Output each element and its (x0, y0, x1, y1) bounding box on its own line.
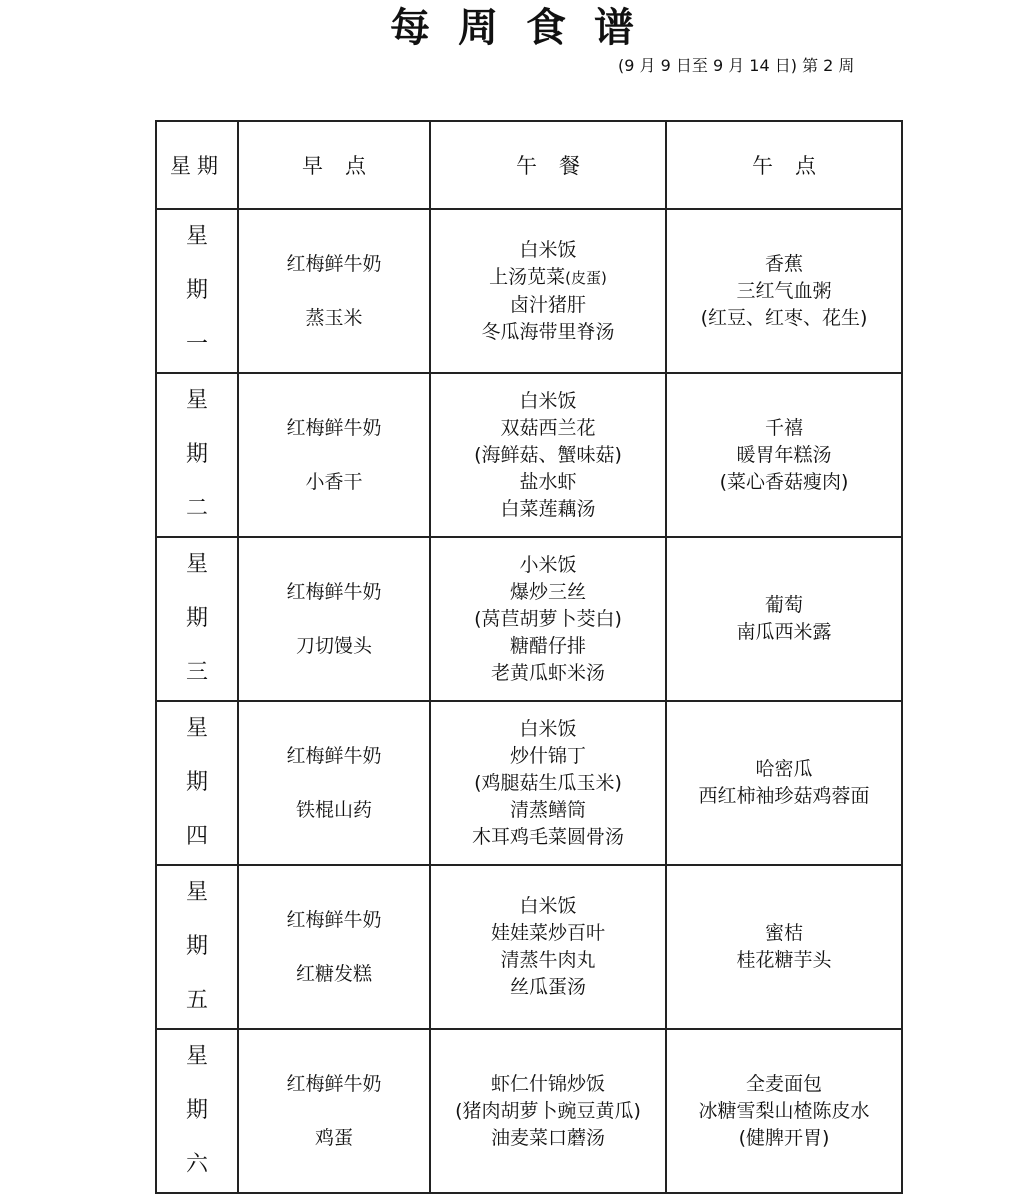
table-row (156, 865, 902, 1029)
breakfast-cell (238, 537, 430, 701)
lunch-item: 卤汁猪肝 (509, 293, 586, 316)
lunch-cell (430, 373, 666, 537)
breakfast-item: 红糖发糕 (295, 962, 372, 985)
snack-item: (红豆、红枣、花生) (700, 306, 868, 329)
breakfast-item: 小香干 (305, 470, 363, 493)
day-char: 星 (185, 224, 208, 249)
day-cell (156, 373, 238, 537)
day-char: 星 (185, 1044, 208, 1069)
table-row (156, 209, 902, 373)
lunch-item: 小米饭 (519, 553, 577, 576)
lunch-item-note: (皮蛋) (565, 268, 607, 287)
snack-item: 葡萄 (764, 594, 803, 616)
lunch-item: 虾仁什锦炒饭 (490, 1072, 605, 1095)
breakfast-item: 蒸玉米 (305, 306, 363, 329)
column-header-lunch: 午餐 (430, 121, 666, 209)
day-cell (156, 537, 238, 701)
day-char: 三 (185, 660, 208, 685)
lunch-item: 白米饭 (519, 717, 577, 740)
lunch-item: 上汤苋菜 (489, 265, 566, 288)
lunch-cell (430, 209, 666, 373)
table-row (156, 701, 902, 865)
snack-item: (健脾开胃) (738, 1126, 830, 1149)
lunch-item: 白米饭 (519, 389, 577, 412)
lunch-item: 盐水虾 (519, 470, 577, 493)
day-cell (156, 701, 238, 865)
snack-item: 全麦面包 (745, 1072, 822, 1095)
breakfast-item: 红梅鲜牛奶 (286, 744, 382, 767)
snack-item: (菜心香菇瘦肉) (719, 470, 849, 493)
lunch-item: (鸡腿菇生瓜玉米) (474, 771, 622, 794)
breakfast-cell (238, 373, 430, 537)
snack-cell (666, 537, 902, 701)
day-char: 四 (185, 824, 208, 849)
day-char: 期 (185, 770, 208, 795)
lunch-cell (430, 701, 666, 865)
day-cell (156, 209, 238, 373)
day-cell (156, 1029, 238, 1193)
day-char: 五 (185, 988, 208, 1013)
column-header-breakfast: 早点 (238, 121, 430, 209)
lunch-cell (430, 865, 666, 1029)
snack-item: 西红柿袖珍菇鸡蓉面 (698, 785, 870, 807)
snack-cell (666, 701, 902, 865)
lunch-cell (430, 1029, 666, 1193)
breakfast-item: 铁棍山药 (295, 798, 372, 821)
snack-cell (666, 1029, 902, 1193)
lunch-item: 娃娃菜炒百叶 (490, 922, 605, 944)
snack-item: 冰糖雪梨山楂陈皮水 (698, 1099, 870, 1122)
lunch-item: (海鲜菇、蟹味菇) (474, 443, 622, 466)
day-char: 星 (185, 716, 208, 741)
lunch-cell (430, 537, 666, 701)
lunch-item: 白菜莲藕汤 (500, 497, 596, 520)
lunch-item: 糖醋仔排 (509, 634, 586, 657)
breakfast-item: 红梅鲜牛奶 (286, 580, 382, 603)
lunch-item: 爆炒三丝 (509, 580, 586, 603)
snack-item: 暖胃年糕汤 (736, 443, 832, 466)
snack-cell (666, 373, 902, 537)
day-char: 星 (185, 388, 208, 413)
lunch-item-with-note (431, 264, 665, 292)
breakfast-item: 刀切馒头 (295, 634, 372, 657)
day-char: 二 (185, 496, 208, 521)
lunch-item: 冬瓜海带里脊汤 (481, 320, 615, 343)
breakfast-cell (238, 1029, 430, 1193)
lunch-item: 丝瓜蛋汤 (509, 976, 586, 998)
weekly-menu-table (155, 120, 903, 1194)
day-char: 期 (185, 1098, 208, 1123)
day-char: 期 (185, 934, 208, 959)
day-char: 一 (185, 332, 208, 357)
snack-item: 南瓜西米露 (736, 621, 832, 643)
lunch-item: 双菇西兰花 (500, 416, 596, 439)
table-header-row (156, 121, 902, 209)
day-char: 星 (185, 552, 208, 577)
lunch-item: 油麦菜口蘑汤 (490, 1126, 605, 1149)
table-row (156, 537, 902, 701)
snack-item: 桂花糖芋头 (736, 949, 832, 971)
lunch-item: 木耳鸡毛菜圆骨汤 (471, 825, 624, 848)
table-row (156, 373, 902, 537)
lunch-item: 清蒸牛肉丸 (500, 949, 596, 971)
breakfast-item: 鸡蛋 (314, 1126, 353, 1149)
snack-item: 香蕉 (764, 252, 803, 275)
table-row (156, 1029, 902, 1193)
breakfast-cell (238, 701, 430, 865)
snack-cell (666, 209, 902, 373)
column-header-snack: 午点 (666, 121, 902, 209)
snack-cell (666, 865, 902, 1029)
lunch-item: (莴苣胡萝卜茭白) (474, 607, 622, 630)
lunch-item: 白米饭 (519, 238, 577, 261)
day-char: 星 (185, 880, 208, 905)
lunch-item: 白米饭 (519, 895, 577, 917)
lunch-item: 老黄瓜虾米汤 (490, 661, 605, 684)
snack-item: 蜜桔 (764, 922, 803, 944)
breakfast-cell (238, 209, 430, 373)
day-char: 六 (185, 1152, 208, 1177)
snack-item: 哈密瓜 (755, 758, 813, 780)
day-char: 期 (185, 606, 208, 631)
breakfast-cell (238, 865, 430, 1029)
breakfast-item: 红梅鲜牛奶 (286, 416, 382, 439)
day-char: 期 (185, 442, 208, 467)
breakfast-item: 红梅鲜牛奶 (286, 908, 382, 931)
day-char: 期 (185, 278, 208, 303)
lunch-item: (猪肉胡萝卜豌豆黄瓜) (455, 1099, 641, 1122)
snack-item: 三红气血粥 (736, 279, 832, 302)
column-header-day: 星期 (156, 121, 238, 209)
breakfast-item: 红梅鲜牛奶 (286, 252, 382, 275)
lunch-item: 清蒸鳝筒 (509, 798, 586, 821)
page-title: 每周食谱 (390, 5, 662, 51)
breakfast-item: 红梅鲜牛奶 (286, 1072, 382, 1095)
snack-item: 千禧 (764, 416, 803, 439)
day-cell (156, 865, 238, 1029)
lunch-item: 炒什锦丁 (509, 744, 586, 767)
date-range-subtitle: (9 月 9 日至 9 月 14 日) 第 2 周 (618, 56, 855, 75)
